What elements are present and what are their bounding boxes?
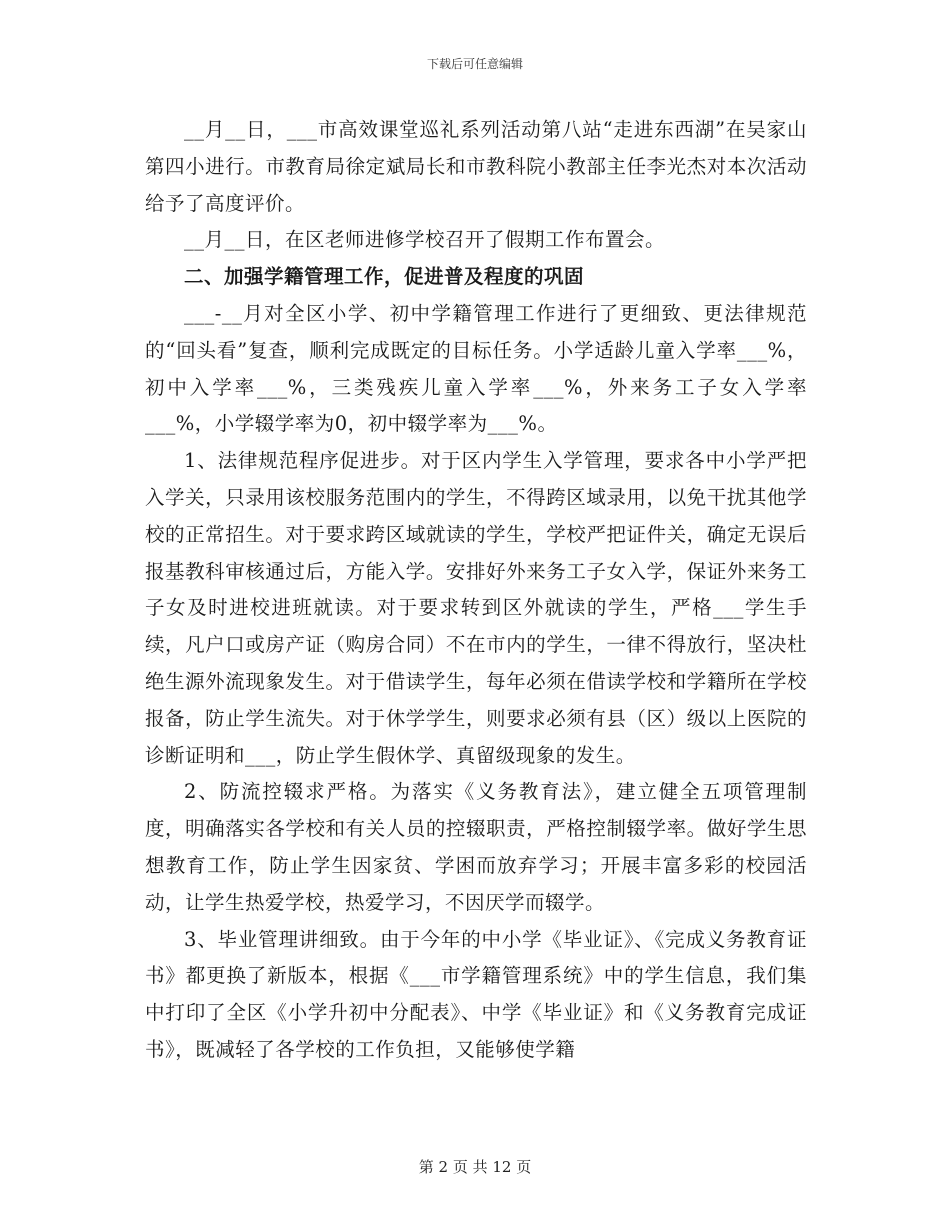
paragraph-3: ___-__月对全区小学、初中学籍管理工作进行了更细致、更法律规范的“回头看”复查，顺利完成既定的目标任务。小学适龄儿童入学率___%，初中入学率___%，三类残疾儿童入学率___%，外来务工子女入学率___%，小学辍学率为0，初中辍学率为___%。 — [145, 301, 807, 436]
document-body — [145, 112, 807, 1069]
paragraph-1: __月__日，___市高效课堂巡礼系列活动第八站“走进东西湖”在吴家山第四小进行。市教育局徐定斌局长和市教科院小教部主任李光杰对本次活动给予了高度评价。 — [145, 118, 807, 215]
paragraph-4: 1、法律规范程序促进步。对于区内学生入学管理，要求各中小学严把入学关，只录用该校服务范围内的学生，不得跨区域录用，以免干扰其他学校的正常招生。对于要求跨区域就读的学生，学校严把证件关，确定无误后报基教科审核通过后，方能入学。安排好外来务工子女入学，保证外来务工子女及时进校进班就读。对于要求转到区外就读的学生，严格___学生手续，凡户口或房产证（购房合同）不在市内的学生，一律不得放行，坚决杜绝生源外流现象发生。对于借读学生，每年必须在借读学校和学籍所在学校报备，防止学生流失。对于休学学生，则要求必须有县（区）级以上医院的诊断证明和___，防止学生假休学、真留级现象的发生。 — [145, 449, 807, 767]
page-header: 下载后可任意编辑 — [426, 57, 523, 71]
paragraph-5: 2、防流控辍求严格。为落实《义务教育法》，建立健全五项管理制度，明确落实各学校和有关人员的控辍职责，严格控制辍学率。做好学生思想教育工作，防止学生因家贫、学困而放弃学习；开展丰富多彩的校园活动，让学生热爱学校，热爱学习，不因厌学而辍学。 — [145, 780, 807, 914]
section-heading: 二、加强学籍管理工作，促进普及程度的巩固 — [184, 265, 585, 289]
page-footer: 第 2 页 共 12 页 — [418, 1158, 532, 1176]
paragraph-2: __月__日，在区老师进修学校召开了假期工作布置会。 — [184, 228, 666, 252]
paragraph-6: 3、毕业管理讲细致。由于今年的中小学《毕业证》、《完成义务教育证书》都更换了新版本，根据《___市学籍管理系统》中的学生信息，我们集中打印了全区《小学升初中分配表》、中学《毕业证》和《义务教育完成证书》，既减轻了各学校的工作负担，又能够使学籍 — [145, 927, 807, 1061]
